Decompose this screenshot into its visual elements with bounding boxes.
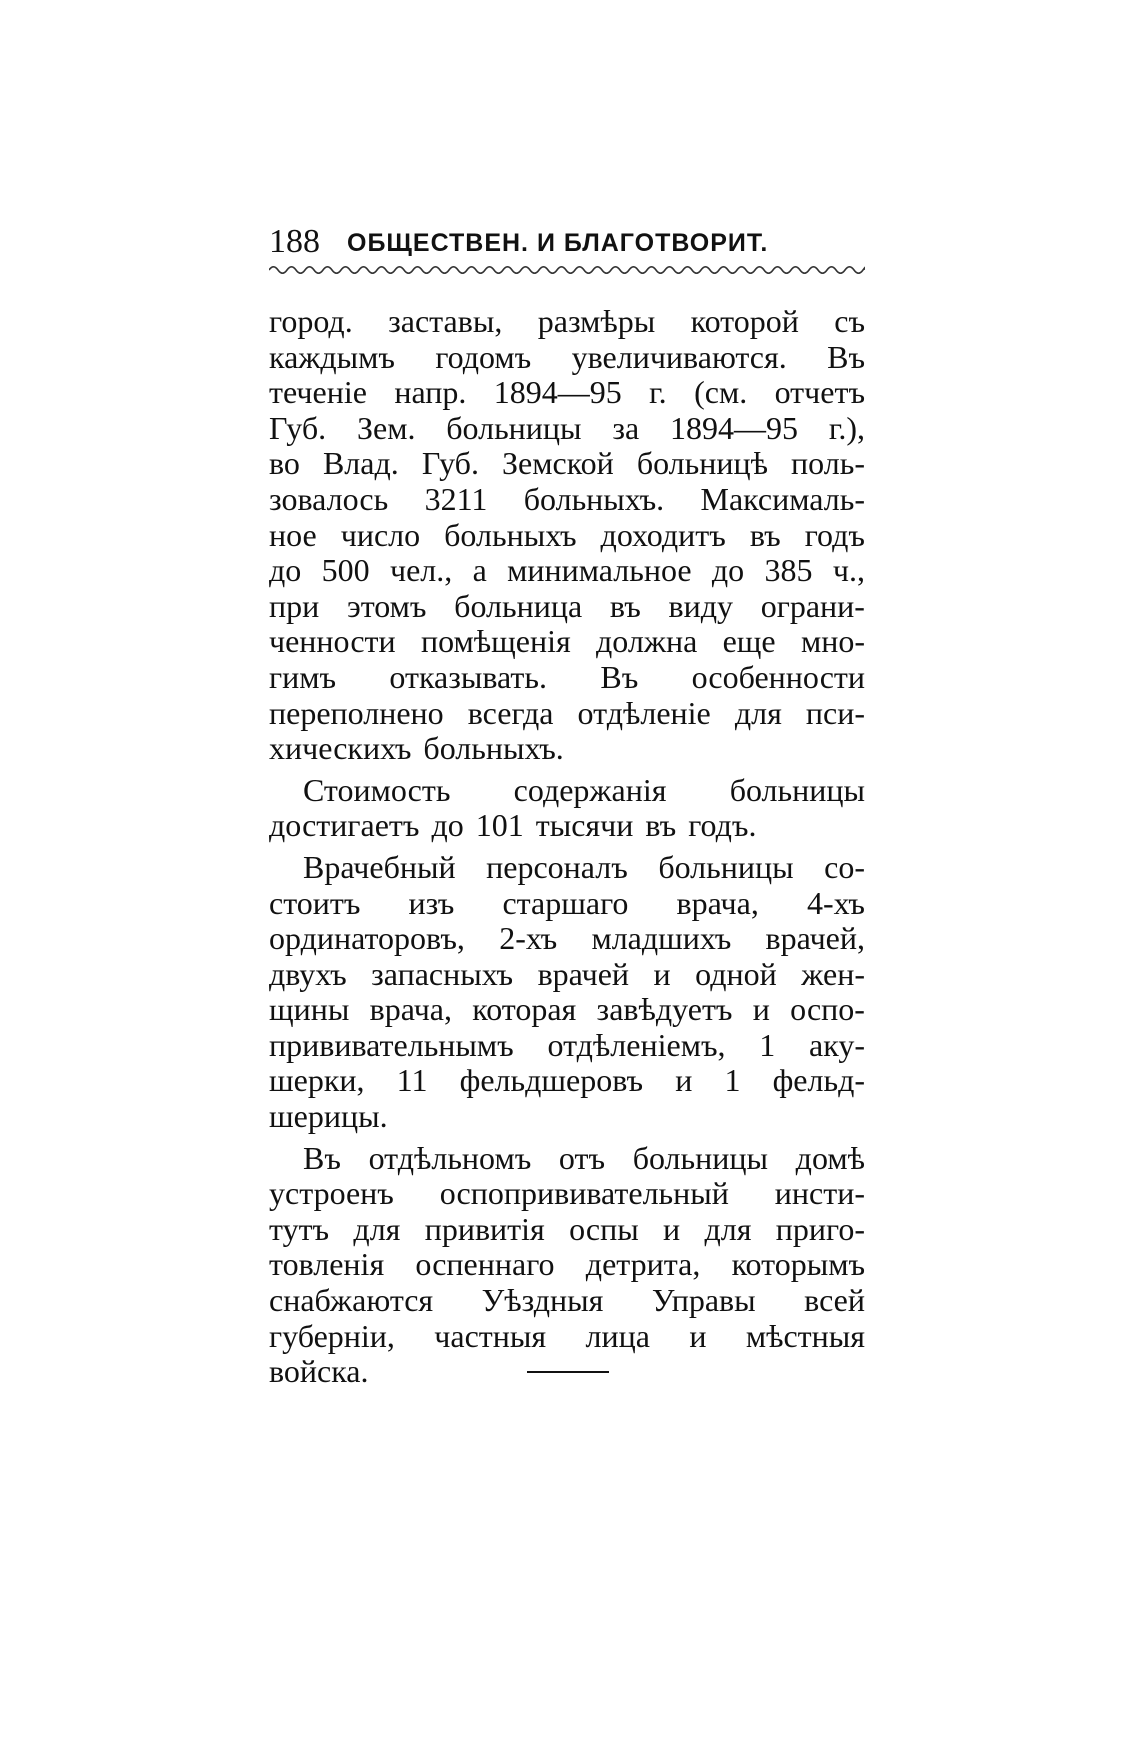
text-line: теченіе напр. 1894—95 г. (см. отчетъ: [269, 374, 865, 411]
text-line: губерніи, частныя лица и мѣстныя: [269, 1317, 865, 1354]
wavy-rule-ornament: [269, 264, 865, 276]
page-header: [269, 222, 865, 262]
text-line: ординаторовъ, 2-хъ младшихъ врачей,: [269, 920, 865, 957]
text-line: переполнено всегда отдѣленіе для пси-: [269, 694, 865, 731]
text-line: Врачебный персоналъ больницы со-: [303, 848, 865, 885]
running-head: ОБЩЕСТВЕН. И БЛАГОТВОРИТ.: [347, 229, 769, 257]
text-line: Стоимость содержанія больницы: [303, 771, 865, 808]
text-line: достигаетъ до 101 тысячи въ годъ.: [269, 807, 757, 844]
text-line: снабжаются Уѣздныя Управы всей: [269, 1282, 865, 1319]
text-line: товленія оспеннаго детрита, которымъ: [269, 1246, 865, 1283]
body-text: [269, 304, 865, 1390]
text-line: до 500 чел., а минимальное до 385 ч.,: [269, 552, 865, 589]
text-line: войска.: [269, 1353, 369, 1390]
text-line: каждымъ годомъ увеличиваются. Въ: [269, 338, 865, 375]
text-line: прививательнымъ отдѣленіемъ, 1 аку-: [269, 1026, 865, 1063]
text-line: двухъ запасныхъ врачей и одной жен-: [269, 955, 865, 992]
text-line: устроенъ оспопрививательный инсти-: [269, 1175, 865, 1212]
end-rule: [527, 1371, 609, 1373]
paragraph: [269, 773, 865, 844]
text-line: зовалось 3211 больныхъ. Максималь-: [269, 480, 865, 517]
text-line: щины врача, которая завѣдуетъ и оспо-: [269, 991, 865, 1028]
text-line: хическихъ больныхъ.: [269, 730, 564, 767]
text-line: Въ отдѣльномъ отъ больницы домѣ: [303, 1139, 865, 1176]
text-line: во Влад. Губ. Земской больницѣ поль-: [269, 445, 865, 482]
text-line: гимъ отказывать. Въ особенности: [269, 658, 865, 695]
paragraph: [269, 850, 865, 1135]
text-line: шерки, 11 фельдшеровъ и 1 фельд-: [269, 1062, 865, 1099]
text-line: ное число больныхъ доходитъ въ годъ: [269, 516, 865, 553]
page-number: 188: [269, 223, 320, 260]
text-line: город. заставы, размѣры которой съ: [269, 303, 865, 339]
text-line: тутъ для привитія оспы и для приго-: [269, 1210, 865, 1247]
text-line: при этомъ больница въ виду ограни-: [269, 587, 865, 624]
text-line: стоитъ изъ старшаго врача, 4-хъ: [269, 884, 865, 921]
text-line: Губ. Зем. больницы за 1894—95 г.),: [269, 409, 865, 446]
paragraph: [269, 1141, 865, 1390]
text-line: шерицы.: [269, 1098, 388, 1135]
paragraph: [269, 304, 865, 767]
text-line: ченности помѣщенія должна еще мно-: [269, 623, 865, 660]
